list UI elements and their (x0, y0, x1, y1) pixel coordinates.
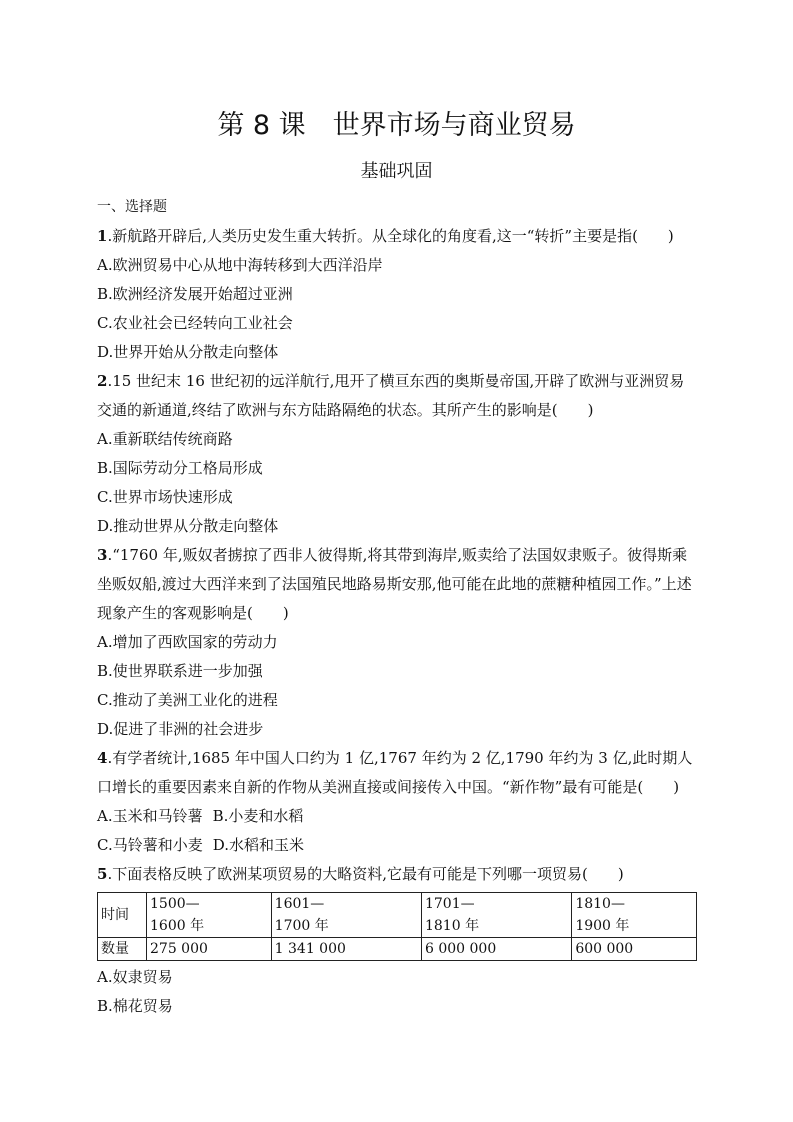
amount-cell: 6 000 000 (421, 938, 571, 961)
question-3-stem (97, 541, 699, 628)
question-2-option-d: D.推动世界从分散走向整体 (97, 517, 279, 535)
period-cell (147, 893, 272, 938)
period-cell (572, 893, 697, 938)
question-1-option-c: C.农业社会已经转向工业社会 (97, 314, 293, 332)
question-4-options-row-1 (97, 802, 699, 831)
question-3-option-a: A.增加了西欧国家的劳动力 (97, 633, 278, 651)
page-subtitle: 基础巩固 (360, 161, 433, 182)
question-text: .“1760 年,贩奴者掳掠了西非人彼得斯,将其带到海岸,贩卖给了法国奴隶贩子。彼得斯乘坐贩奴船,渡过大西洋来到了法国殖民地路易斯安那,他可能在此地的蔗糖种植园工作。”上述现象产生的客观影响是( ) (97, 546, 692, 622)
period-end: 1810 年 (424, 918, 480, 934)
question-text: .有学者统计,1685 年中国人口约为 1 亿,1767 年约为 2 亿,1790 年约为 3 亿,此时期人口增长的重要因素来自新的作物从美洲直接或间接传入中国。“新作物”最有可能是( ) (97, 749, 693, 796)
question-text: .新航路开辟后,人类历史发生重大转折。从全球化的角度看,这一“转折”主要是指( ) (107, 227, 674, 245)
question-2-stem (97, 367, 699, 425)
question-1-option-a: A.欧洲贸易中心从地中海转移到大西洋沿岸 (97, 256, 383, 274)
table-row-amount (98, 938, 697, 961)
question-3-option-d: D.促进了非洲的社会进步 (97, 720, 264, 738)
question-number: 1 (97, 227, 108, 245)
question-5-stem (97, 860, 699, 889)
period-end: 1700 年 (274, 918, 329, 934)
period-start: 1810— (575, 896, 625, 912)
question-5-option-a: A.奴隶贸易 (97, 968, 173, 986)
question-number: 4 (97, 749, 108, 767)
question-text: .下面表格反映了欧洲某项贸易的大略资料,它最有可能是下列哪一项贸易( ) (107, 865, 624, 883)
question-1-option-b: B.欧洲经济发展开始超过亚洲 (97, 285, 293, 303)
row-header-amount: 数量 (98, 938, 147, 961)
question-1-stem (97, 222, 699, 251)
question-4-option-b: B.小麦和水稻 (212, 807, 304, 825)
question-4-option-d: D.水稻和玉米 (212, 836, 304, 854)
amount-cell: 600 000 (572, 938, 697, 961)
exercise-content (97, 193, 699, 1021)
period-start: 1500— (150, 896, 200, 912)
question-1-option-d: D.世界开始从分散走向整体 (97, 343, 279, 361)
question-2-option-b: B.国际劳动分工格局形成 (97, 459, 263, 477)
question-5-option-b: B.棉花贸易 (97, 997, 173, 1015)
amount-cell: 275 000 (147, 938, 272, 961)
period-cell (421, 893, 571, 938)
question-4-options-row-2 (97, 831, 699, 860)
question-3-option-c: C.推动了美洲工业化的进程 (97, 691, 278, 709)
question-4-option-c: C.马铃薯和小麦 (97, 836, 203, 854)
amount-cell: 1 341 000 (271, 938, 421, 961)
period-start: 1601— (274, 896, 325, 912)
question-4-option-a: A.玉米和马铃薯 (97, 807, 203, 825)
question-2-option-a: A.重新联结传统商路 (97, 430, 233, 448)
question-text: .15 世纪末 16 世纪初的远洋航行,甩开了横亘东西的奥斯曼帝国,开辟了欧洲与亚洲贸易交通的新通道,终结了欧洲与东方陆路隔绝的状态。其所产生的影响是( ) (97, 372, 685, 419)
period-cell (271, 893, 421, 938)
period-end: 1900 年 (575, 918, 630, 934)
table-row-time (98, 893, 697, 938)
question-3-option-b: B.使世界联系进一步加强 (97, 662, 263, 680)
period-start: 1701— (424, 896, 475, 912)
question-number: 5 (97, 865, 108, 883)
question-2-option-c: C.世界市场快速形成 (97, 488, 233, 506)
trade-data-table (97, 892, 697, 961)
row-header-time: 时间 (98, 893, 147, 938)
question-number: 3 (97, 546, 108, 564)
page-title: 第 8 课 世界市场与商业贸易 (217, 110, 576, 141)
question-4-stem (97, 744, 699, 802)
period-end: 1600 年 (150, 918, 205, 934)
section-label: 一、选择题 (97, 199, 167, 215)
question-number: 2 (97, 372, 108, 390)
